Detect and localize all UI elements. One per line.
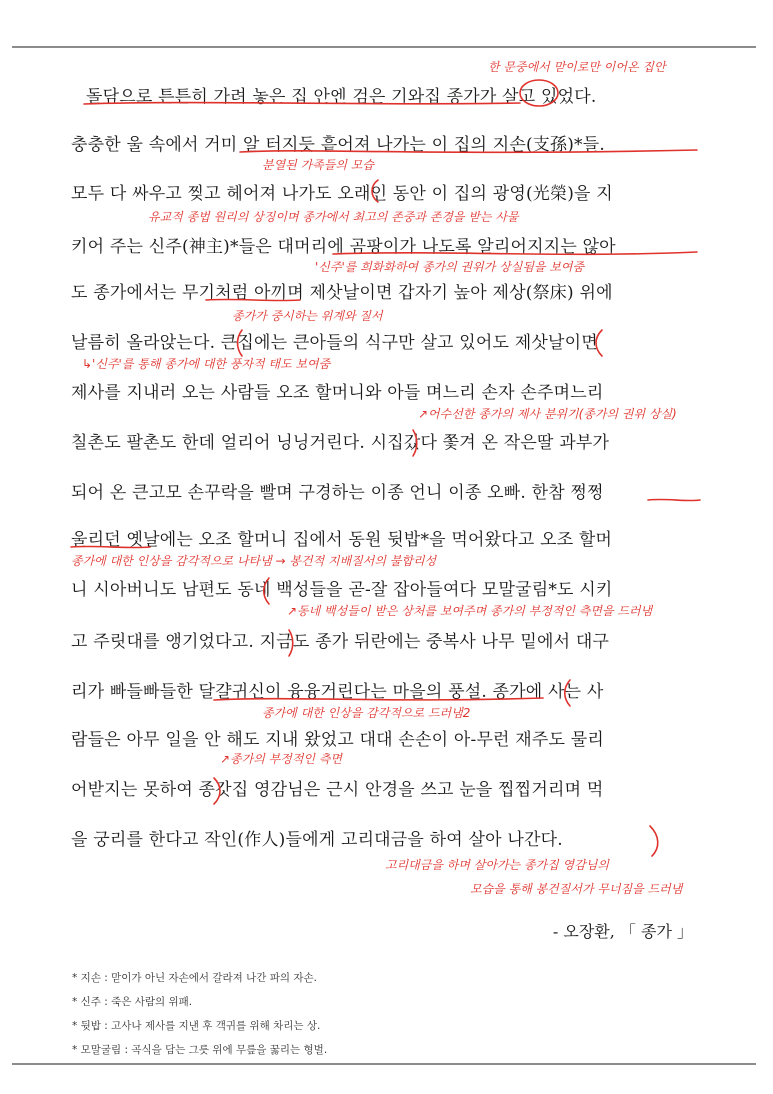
annotation-usury-1: 고리대금을 하며 살아가는 종가집 영감님의 (385, 858, 609, 872)
passage-line-14: 람들은 아무 일을 안 해도 지내 왔었고 대대 손손이 아-무런 재주도 물리 (71, 730, 605, 750)
passage-line-2: 충충한 울 속에서 거미 알 터지듯 흩어져 나가는 이 집의 지손(支孫)*들. (71, 135, 605, 155)
bottom-rule (12, 1063, 756, 1065)
annotation-usury-2: 모습을 통해 봉건질서가 무너짐을 드러냄 (470, 882, 683, 896)
passage-line-15: 어받지는 못하여 종갓집 영감님은 근시 안경을 쓰고 눈을 찝찝거리며 먹 (71, 780, 604, 800)
annotation-sensory-impression: 종가에 대한 인상을 감각적으로 드러냄2 (262, 706, 471, 720)
annotation-villagers-wounds: ↗동네 백성들이 받은 상처를 보여주며 종가의 부정적인 측면을 드러냄 (287, 604, 653, 618)
annotation-feudal-irrationality: 종가에 대한 인상을 감각적으로 나타냄 → 봉건적 지배질서의 불합리성 (71, 554, 437, 568)
passage-line-1: 돌담으로 튼튼히 가려 놓은 집 안엔 검은 기와집 종가가 살고 있었다. (86, 87, 597, 107)
passage-line-7: 제사를 지내러 오는 사람들 오조 할머니와 아들 며느리 손자 손주며느리 (71, 383, 604, 403)
passage-line-16: 을 궁리를 한다고 작인(作人)들에게 고리대금을 하여 살아 나간다. (71, 830, 563, 850)
footnote-momalgullim: * 모말굴림 : 곡식을 담는 그릇 위에 무릎을 꿇리는 형벌. (72, 1044, 328, 1056)
footnote-sinju: * 신주 : 죽은 사람의 위패. (72, 996, 193, 1008)
passage-line-12: 고 주릿대를 앵기었다고. 지금도 종가 뒤란에는 중복사 나무 밑에서 대구 (71, 632, 610, 652)
passage-line-11: 니 시아버니도 남편도 동네 백성들을 곧-잘 잡아들여다 모말굴림*도 시키 (71, 580, 613, 600)
passage-line-13: 리가 빠들빠들한 달걀귀신이 융융거린다는 마을의 풍설. 종가에 사는 사 (71, 682, 604, 702)
underline-jjeong (648, 499, 700, 500)
annotation-ritual-atmosphere: ↗어수선한 종가의 제사 분위기(종가의 권위 상실) (418, 407, 677, 421)
passage-line-8: 칠촌도 팔촌도 한데 얼리어 닝닝거린다. 시집갔다 쫓겨 온 작은딸 과부가 (71, 433, 610, 453)
passage-line-6: 날름히 올라앉는다. 큰집에는 큰아들의 식구만 살고 있어도 제삿날이면 (71, 333, 598, 353)
annotation-divided-family: 분열된 가족들의 모습 (262, 158, 374, 172)
top-rule (12, 46, 756, 48)
footnote-jison: * 지손 : 맏이가 아닌 자손에서 갈라져 나간 파의 자손. (72, 972, 318, 984)
bracket-end (650, 826, 658, 856)
annotation-negative-aspect: ↗종가의 부정적인 측면 (220, 752, 343, 766)
passage-line-5: 도 종가에서는 무기처럼 아끼며 제삿날이면 갑자기 높아 제상(祭床) 위에 (71, 283, 613, 303)
annotation-satirical-attitude: ↳'신주'를 통해 종가에 대한 풍자적 태도 보여줌 (82, 357, 331, 371)
attribution: - 오장환, 「 종가 」 (552, 922, 693, 941)
annotation-jongga-definition: 한 문중에서 맏이로만 이어온 집안 (488, 60, 666, 74)
footnote-dwitbap: * 뒷밥 : 고사나 제사를 지낸 후 객귀를 위해 차리는 상. (72, 1020, 321, 1032)
passage-line-10: 울리던 옛날에는 오조 할머니 집에서 동원 뒷밥*을 먹어왔다고 오조 할머 (71, 530, 613, 550)
annotation-sinju-satire: '신주'를 희화화하여 종가의 권위가 상실됨을 보여줌 (315, 260, 585, 274)
passage-line-4: 키어 주는 신주(神主)*들은 대머리에 곰팡이가 나도록 알리어지지는 않아 (71, 237, 616, 257)
passage-line-3: 모두 다 싸우고 찢고 헤어져 나가도 오래인 동안 이 집의 광영(光榮)을 지 (71, 184, 613, 204)
footnotes (72, 966, 327, 1062)
annotation-sinju-symbol: 유교적 종법 원리의 상징이며 종가에서 최고의 존중과 존경을 받는 사물 (148, 210, 519, 224)
annotation-hierarchy: 종가가 중시하는 위계와 질서 (232, 309, 383, 323)
passage-line-9: 되어 온 큰고모 손꾸락을 빨며 구경하는 이종 언니 이종 오빠. 한참 쩡쩡 (71, 483, 604, 503)
